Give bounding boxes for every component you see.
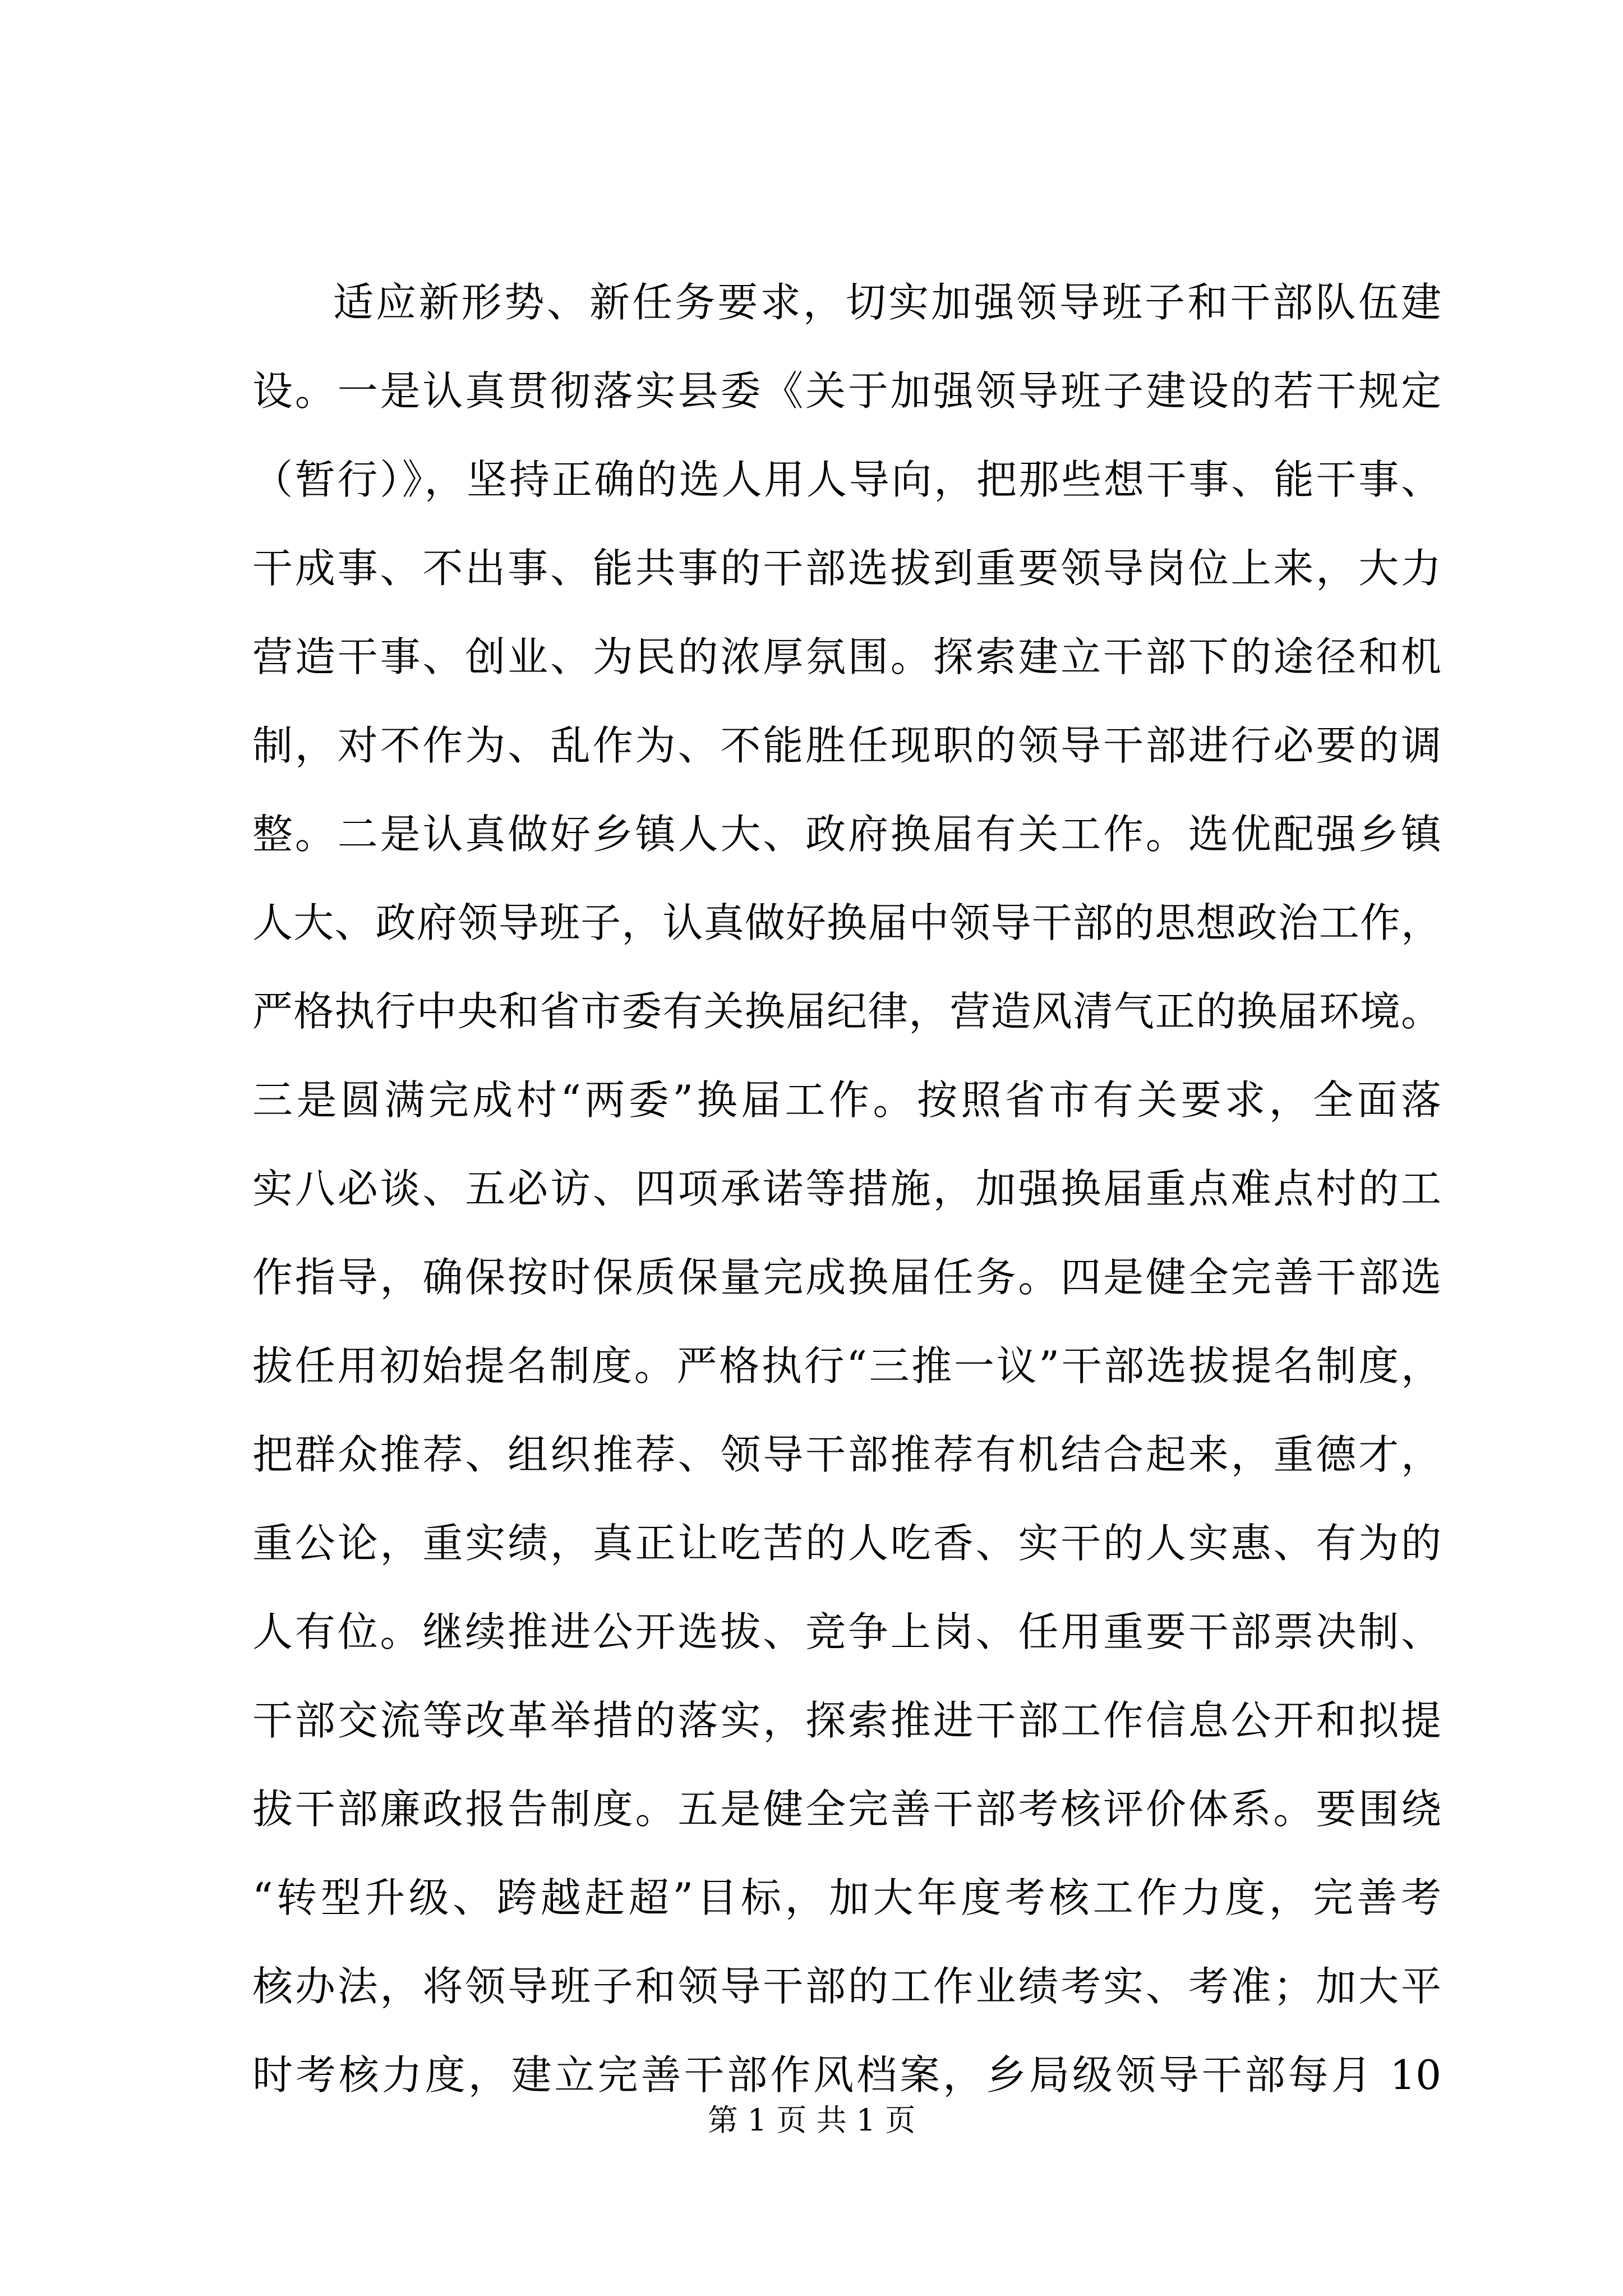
text-line: 时考核力度，建立完善干部作风档案，乡局级领导干部每月 10	[252, 2051, 1441, 2099]
body-text	[252, 258, 1441, 2119]
text-line: 整。二是认真做好乡镇人大、政府换届有关工作。选优配强乡镇	[252, 811, 1441, 858]
text-line: 适应新形势、新任务要求，切实加强领导班子和干部队伍建	[333, 279, 1441, 326]
text-line: 严格执行中央和省市委有关换届纪律，营造风清气正的换届环境。	[252, 988, 1441, 1035]
text-line: 设。一是认真贯彻落实县委《关于加强领导班子建设的若干规定	[252, 367, 1441, 415]
text-line: 营造干事、创业、为民的浓厚氛围。探索建立干部下的途径和机	[252, 633, 1441, 680]
page-number-footer: 第 1 页 共 1 页	[707, 2102, 916, 2138]
text-line: 制，对不作为、乱作为、不能胜任现职的领导干部进行必要的调	[252, 722, 1441, 769]
text-line: 把群众推荐、组织推荐、领导干部推荐有机结合起来，重德才，	[252, 1431, 1441, 1478]
text-line: 重公论，重实绩，真正让吃苦的人吃香、实干的人实惠、有为的	[252, 1520, 1441, 1567]
text-line: 干部交流等改革举措的落实，探索推进干部工作信息公开和拟提	[252, 1697, 1441, 1744]
text-line: 人大、政府领导班子，认真做好换届中领导干部的思想政治工作，	[252, 899, 1441, 946]
text-line: 实八必谈、五必访、四项承诺等措施，加强换届重点难点村的工	[252, 1165, 1441, 1212]
text-line: 核办法，将领导班子和领导干部的工作业绩考实、考准；加大平	[252, 1963, 1441, 2010]
text-line: “转型升级、跨越赶超”目标，加大年度考核工作力度，完善考	[252, 1874, 1441, 1921]
text-line: 拔干部廉政报告制度。五是健全完善干部考核评价体系。要围绕	[252, 1786, 1441, 1833]
text-line: 干成事、不出事、能共事的干部选拔到重要领导岗位上来，大力	[252, 545, 1441, 592]
text-line: 人有位。继续推进公开选拔、竞争上岗、任用重要干部票决制、	[252, 1608, 1441, 1655]
text-line: （暂行）》，坚持正确的选人用人导向，把那些想干事、能干事、	[252, 456, 1441, 503]
text-line: 三是圆满完成村“两委”换届工作。按照省市有关要求，全面落	[252, 1076, 1441, 1124]
text-line: 作指导，确保按时保质保量完成换届任务。四是健全完善干部选	[252, 1254, 1441, 1301]
text-line: 拔任用初始提名制度。严格执行“三推一议”干部选拔提名制度，	[252, 1342, 1441, 1389]
